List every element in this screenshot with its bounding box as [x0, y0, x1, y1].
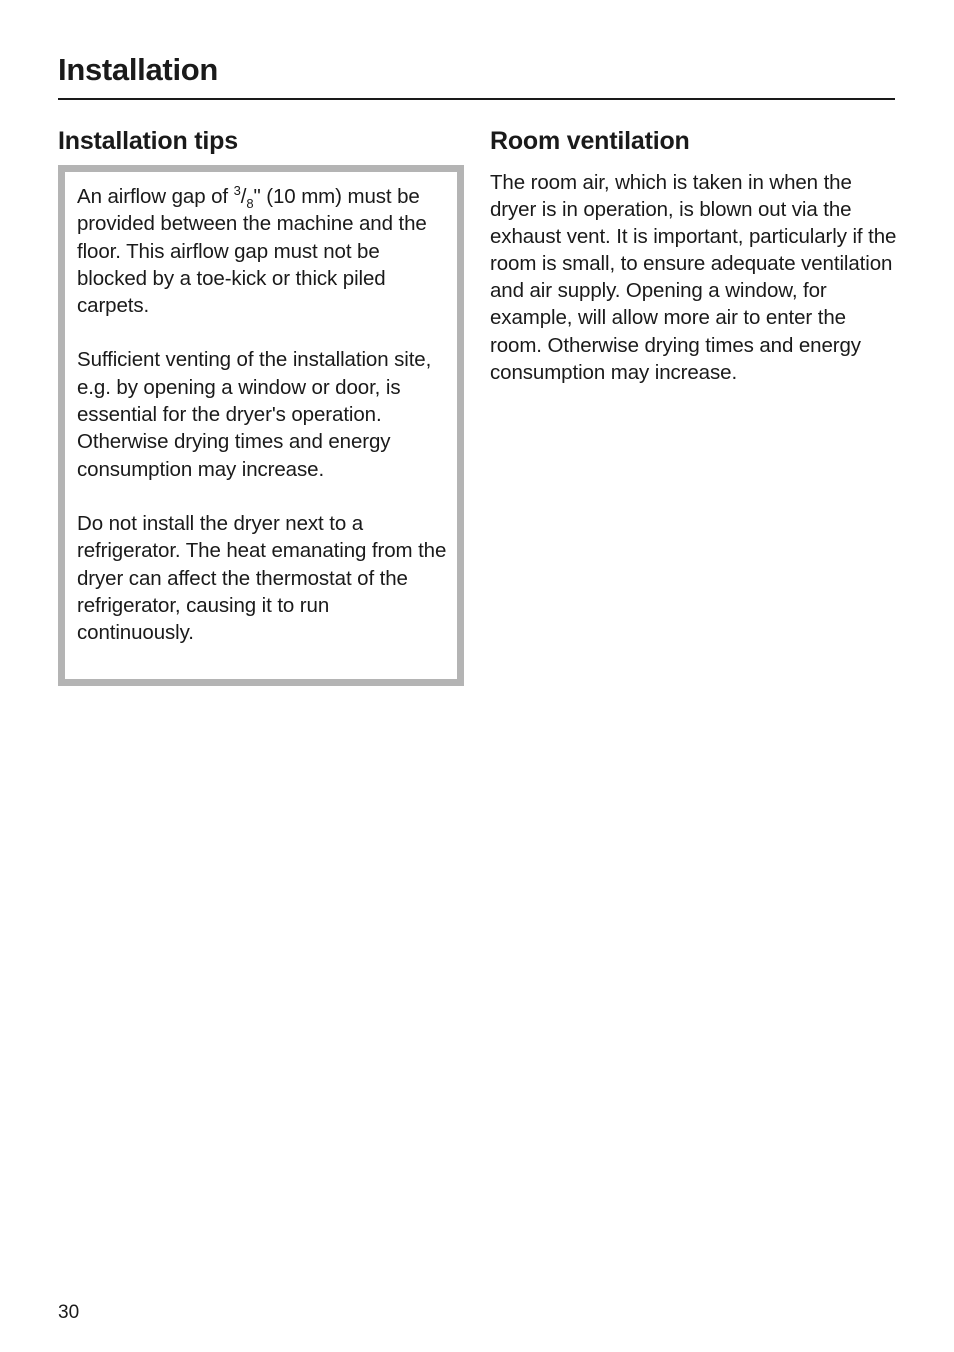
fraction-slash: /: [240, 185, 247, 208]
airflow-text-end: " (10 mm) must be provided between the machine and the floor. This airflow gap must not be blocked by a toe-kick or thick piled carpets.: [77, 185, 427, 318]
installation-tips-box: [58, 165, 464, 686]
fraction-denominator: 8: [246, 196, 254, 212]
airflow-text-start: An airflow gap of: [77, 185, 234, 208]
tips-paragraph-venting: Sufficient venting of the installation site, e.g. by opening a window or door, is essential for the dryer's operation. Otherwise drying times and energy consumption may increase.: [77, 348, 432, 481]
fraction-numerator: 3: [233, 183, 241, 199]
installation-tips-heading: Installation tips: [58, 127, 238, 155]
tips-paragraph-refrigerator: Do not install the dryer next to a refrigerator. The heat emanating from the dryer can affect the thermostat of the refrigerator, causing it to run continuously.: [77, 511, 447, 645]
title-divider: [58, 98, 895, 100]
room-ventilation-heading: Room ventilation: [490, 127, 690, 155]
tips-paragraph-airflow: [77, 183, 449, 319]
page-title: Installation: [58, 52, 219, 87]
room-ventilation-paragraph: The room air, which is taken in when the dryer is in operation, is blown out via the exhaust vent. It is important, particularly if the room is small, to ensure adequate ventilation and air supply. Opening a window, for example, will allow more air to enter the room. Otherwise drying times and energy consumption may increase.: [490, 171, 897, 384]
page-number: 30: [58, 1302, 80, 1323]
